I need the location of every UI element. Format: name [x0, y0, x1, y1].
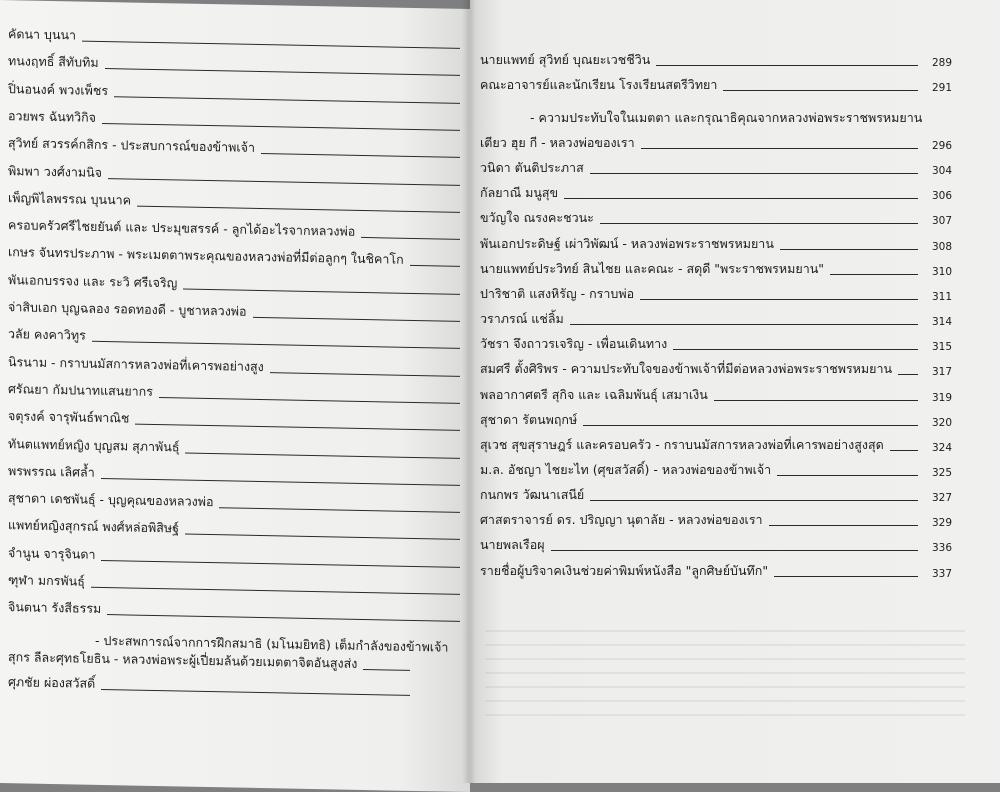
leader-line: [107, 614, 460, 622]
toc-entry: [8, 463, 460, 490]
toc-page-number: 289: [931, 57, 952, 69]
toc-entry: [8, 381, 460, 408]
toc-page-number: 319: [931, 391, 952, 404]
bleed-through-text: [485, 630, 965, 720]
toc-page-number: 310: [931, 265, 952, 278]
leader-line: [583, 425, 918, 426]
toc-page-number: 324: [931, 441, 952, 454]
toc-entry: [8, 572, 460, 599]
toc-entry-title: แพทย์หญิงสุกรณ์ พงศ์หล่อพิสิษฐ์: [8, 517, 180, 536]
toc-entry-title: อวยพร ฉันทวิกิจ: [8, 108, 96, 125]
toc-entry-title: นายแพทย์ประวิทย์ สินไชย และคณะ - สดุดี "พระราชพรหมยาน": [480, 260, 825, 276]
leader-line: [570, 324, 918, 325]
toc-subtitle: - ความประทับใจในเมตตา และกรุณาธิคุณจากหลวงพ่อพระราชพรหมยาน: [530, 110, 923, 125]
toc-entry-title: คณะอาจารย์และนักเรียน โรงเรียนสตรีวิทยา: [480, 76, 718, 92]
toc-entry: [8, 649, 410, 675]
toc-entry-title: ปิ่นอนงค์ พวงเพ็ชร: [8, 80, 109, 98]
toc-entry-title: ทนงฤทธิ์ สีทับทิม: [8, 53, 99, 71]
toc-entry: [480, 387, 952, 405]
toc-entry: [480, 210, 952, 228]
toc-entry: [480, 236, 952, 254]
toc-entry: [480, 52, 952, 70]
leader-line: [656, 65, 918, 66]
toc-entry: [480, 487, 952, 505]
left-page: [0, 0, 470, 792]
toc-entry: [8, 272, 460, 299]
leader-line: [105, 68, 460, 76]
toc-entry: [480, 185, 952, 203]
toc-entry: [8, 354, 460, 381]
toc-page-number: 325: [931, 466, 952, 479]
toc-entry: [480, 412, 952, 430]
leader-line: [101, 689, 410, 696]
toc-page-number: 337: [931, 567, 952, 580]
toc-entry: [8, 299, 460, 326]
toc-entry-title: พรพรรณ เลิศล้ำ: [8, 462, 95, 480]
toc-entry-title: สุชาดา รัตนพฤกษ์: [480, 411, 578, 427]
leader-line: [92, 341, 460, 349]
leader-line: [564, 198, 918, 199]
toc-page-number: 307: [931, 215, 952, 228]
toc-page-number: 336: [931, 542, 952, 555]
toc-page-number: 306: [931, 190, 952, 203]
toc-entry-title: จำนูน จารุจินดา: [8, 544, 96, 562]
toc-entry: [480, 311, 952, 329]
toc-entry: [480, 462, 952, 480]
leader-line: [135, 424, 460, 431]
leader-line: [830, 274, 918, 275]
toc-entry: [8, 436, 460, 463]
toc-entry: [8, 53, 460, 80]
leader-line: [600, 223, 918, 224]
toc-entry: [480, 563, 952, 581]
toc-entry: [480, 361, 952, 379]
toc-page-number: 296: [931, 140, 952, 152]
toc-page-number: 304: [931, 165, 952, 178]
toc-entry-title: วลัย คงคาวิทูร: [8, 326, 86, 343]
toc-entry-title: วนิดา ตันติประภาส: [480, 160, 584, 176]
toc-entry-title: รายชื่อผู้บริจาคเงินช่วยค่าพิมพ์หนังสือ "ลูกศิษย์บันทึก": [480, 562, 769, 578]
toc-entry: [8, 245, 460, 272]
toc-entry: [480, 261, 952, 279]
leader-line: [780, 249, 918, 250]
toc-entry-title: กนกพร วัฒนาเสนีย์: [480, 487, 585, 503]
toc-entry: [8, 674, 410, 700]
leader-line: [769, 525, 918, 526]
toc-entry: [8, 217, 460, 244]
leader-line: [590, 500, 918, 501]
toc-entry-title: สุกร ลีละศุทธโยธิน - หลวงพ่อพระผู้เปี่ยมล้นด้วยเมตตาจิตอันสูงส่ง: [8, 648, 358, 671]
leader-line: [363, 669, 410, 671]
leader-line: [774, 576, 918, 577]
leader-line: [777, 475, 918, 476]
toc-entry-title: กัลยาณี มนูสุข: [480, 185, 559, 201]
toc-entry: [480, 537, 952, 555]
toc-entry: [8, 81, 460, 108]
toc-entry: [480, 160, 952, 178]
leader-line: [101, 560, 460, 568]
leader-line: [361, 237, 460, 240]
leader-line: [219, 507, 460, 513]
leader-line: [673, 349, 918, 350]
toc-entry-title: สุวิทย์ สวรรค์กสิกร - ประสบการณ์ของข้าพเจ้า: [8, 135, 255, 156]
leader-line: [261, 153, 460, 158]
toc-entry-title: ปาริชาติ แสงหิรัญ - กราบพ่อ: [480, 285, 635, 301]
leader-line: [102, 123, 460, 131]
leader-line: [82, 41, 460, 49]
leader-line: [108, 178, 460, 186]
toc-entry-title: นายพลเรือผุ: [480, 537, 545, 553]
leader-line: [253, 317, 460, 322]
toc-entry-title: สุเวช สุขสุราษฎร์ และครอบครัว - กราบนมัสการหลวงพ่อที่เคารพอย่างสูงสุด: [480, 436, 884, 452]
toc-page-number: 329: [931, 517, 952, 530]
toc-page-number: 320: [931, 416, 952, 429]
leader-line: [91, 587, 460, 595]
toc-page-number: 317: [931, 366, 953, 379]
toc-entry: [8, 26, 460, 53]
toc-page-number: 314: [931, 316, 952, 329]
toc-entry-title: เตียว ฮุย กี - หลวงพ่อของเรา: [480, 135, 635, 150]
toc-entry-title: สุชาดา เดชพันธุ์ - บุญคุณของหลวงพ่อ: [8, 490, 214, 510]
toc-entry-title: พันเอกประดิษฐ์ เผ่าวิพัฒน์ - หลวงพ่อพระราชพรหมยาน: [480, 235, 774, 251]
leader-line: [551, 550, 918, 551]
toc-entry-title: ศรัณยา กัมปนาทแสนยากร: [8, 381, 153, 399]
toc-entry-title: ศาสตราจารย์ ดร. ปริญญา นุตาลัย - หลวงพ่อของเรา: [480, 512, 763, 528]
leader-line: [890, 450, 918, 451]
toc-entry: [8, 518, 460, 545]
toc-entry-title: พันเอกบรรจง และ ระวิ ศรีเจริญ: [8, 271, 178, 291]
toc-entry-title: สมศรี ตั้งศิริพร - ความประทับใจของข้าพเจ้าที่มีต่อหลวงพ่อพระราชพรหมยาน: [480, 361, 893, 377]
leader-line: [714, 400, 918, 401]
toc-entry-title: นิรนาม - กราบนมัสการหลวงพ่อที่เคารพอย่างสูง: [8, 353, 264, 374]
toc-entry-title: จินตนา รังสีธรรม: [8, 599, 102, 617]
toc-entry-title: ครอบครัวศรีไชยยันต์ และ ประมุขสรรค์ - ลูกได้อะไรจากหลวงพ่อ: [8, 217, 356, 239]
toc-entry-title: พลอากาศตรี สุกิจ และ เฉลิมพันธุ์ เสมาเงิน: [480, 386, 708, 402]
leader-line: [159, 397, 460, 404]
toc-page-number: 308: [931, 240, 952, 253]
leader-line: [723, 90, 918, 91]
leader-line: [114, 96, 460, 104]
toc-entry-title: พิมพา วงศ์งามนิจ: [8, 162, 103, 180]
toc-entry: [480, 77, 952, 95]
toc-page-number: 311: [931, 290, 952, 303]
toc-page-number: 291: [931, 81, 952, 94]
toc-entry: [480, 512, 952, 530]
toc-entry-title: จตุรงค์ จารุพันธ์พาณิช: [8, 408, 130, 426]
leader-line: [137, 205, 460, 212]
toc-subtitle: - ประสพการณ์จากการฝึกสมาธิ (มโนมยิทธิ) เต็มกำลังของข้าพเจ้า: [95, 632, 449, 655]
toc-entry-title: คัดนา บุนนา: [8, 26, 77, 43]
toc-entry: [8, 135, 460, 162]
leader-line: [185, 534, 460, 540]
toc-entry: [8, 408, 460, 435]
toc-entry-title: วราภรณ์ แช่ลิ้ม: [480, 311, 564, 327]
toc-entry: [8, 545, 460, 572]
toc-entry: [480, 336, 952, 354]
leader-line: [640, 299, 918, 300]
toc-entry-title: นายแพทย์ สุวิทย์ บุณยะเวชชีวิน: [480, 52, 651, 67]
toc-entry: [480, 286, 952, 304]
toc-page-number: 315: [931, 341, 952, 354]
toc-entry-title: ศุภชัย ผ่องสวัสดิ์: [8, 673, 96, 691]
toc-entry-title: ม.ล. อัชญา ไชยะไท (ศุขสวัสดิ์) - หลวงพ่อของข้าพเจ้า: [480, 461, 772, 477]
toc-entry-title: เกษร จันทรประภาพ - พระเมตตาพระคุณของหลวงพ่อที่มีต่อลูกๆ ในชิคาโก: [8, 244, 404, 268]
toc-entry: [8, 326, 460, 353]
toc-entry: [8, 163, 460, 190]
toc-entry-title: เพ็ญพิไลพรรณ บุนนาค: [8, 189, 131, 208]
toc-entry-title: ขวัญใจ ณรงคะชวนะ: [480, 210, 594, 226]
leader-line: [183, 288, 460, 294]
toc-entry: [8, 599, 460, 626]
book-gutter: [462, 0, 476, 783]
toc-entry: [8, 190, 460, 217]
leader-line: [270, 372, 460, 377]
toc-entry: [8, 490, 460, 517]
toc-page-number: 327: [931, 492, 952, 505]
leader-line: [101, 478, 460, 486]
toc-entry: [8, 108, 460, 135]
leader-line: [641, 148, 918, 149]
toc-entry-title: จ่าสิบเอก บุญฉลอง รอดทองดี - บูชาหลวงพ่อ: [8, 299, 247, 319]
leader-line: [410, 265, 460, 267]
toc-entry-title: วัชรา จึงถาวรเจริญ - เพื่อนเดินทาง: [480, 336, 668, 352]
toc-entry: [480, 135, 952, 153]
leader-line: [590, 173, 918, 174]
toc-entry-title: ทันตแพทย์หญิง บุญสม สุภาพันธุ์: [8, 435, 180, 454]
toc-entry: [480, 437, 952, 455]
leader-line: [185, 452, 460, 458]
leader-line: [898, 374, 918, 375]
toc-entry-title: ฑุฬา มกรพันธุ์: [8, 572, 85, 589]
